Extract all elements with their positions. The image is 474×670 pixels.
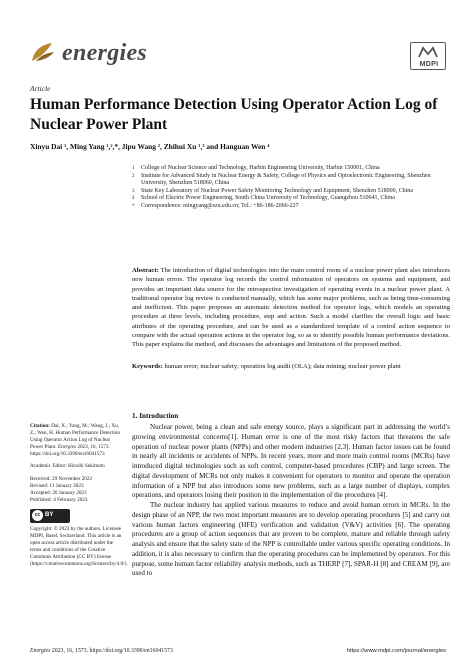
published-date: Published: 4 February 2023 <box>30 496 88 503</box>
revised-date: Revised: 11 January 2023 <box>30 482 84 489</box>
accepted-date: Accepted: 20 January 2023 <box>30 489 87 496</box>
publisher-name: MDPI <box>419 61 439 68</box>
publisher-logo[interactable] <box>410 42 446 70</box>
section-heading-introduction: 1. Introduction <box>132 412 179 420</box>
affiliation-item: 4 School of Electric Power Engineering, South China University of Technology, Guangzhou 510641, China <box>132 195 395 202</box>
academic-editor: Academic Editor: Hiroshi Sekimoto <box>30 463 105 470</box>
footer-journal-link[interactable]: https://www.mdpi.com/journal/energies <box>346 648 446 654</box>
author-list: Xinyu Dai ¹, Ming Yang ¹,²,*, Jipu Wang ², Zhihui Xu ¹,³ and Hanguan Wen ⁴ <box>30 142 270 151</box>
footer-citation: Energies 2023, 16, 1573. https://doi.org/10.3390/en16041573 <box>30 648 173 654</box>
publication-dates <box>30 476 122 504</box>
article-title: Human Performance Detection Using Operator Action Log of Nuclear Power Plant <box>30 96 438 133</box>
journal-masthead <box>30 38 446 72</box>
affiliation-list <box>132 165 452 211</box>
keywords-text: human error; nuclear safety; operation log audit (OLA); data mining; nuclear power plant <box>164 363 401 370</box>
body-paragraph: Nuclear power, being a clean and safe energy source, plays a significant part in addressing the world’s growing environmental concerns[1]. Human error is one of the most risky factors that threatens the safe operation of nuclear power plants (NPPs) and other modern industries [2,3]. Human factor issues can be found in nearly all incidents or accidents of NPPs. In recent years, more and more main control rooms (MCRs) have introduced digital technologies such as soft control, computer-based procedures (CBP) and large screen. The digital development of MCRs not only makes it convenient for operators to monitor and operate the operation information of a NPP but also introduces some new problems, such as a large number of displays, complex operations, and operators losing their position in the implementation of the procedures [4]. <box>132 423 450 500</box>
affiliation-item: 1 College of Nuclear Science and Technology, Harbin Engineering University, Harbin 150001, China <box>132 165 380 171</box>
license-text: Copyright: © 2023 by the authors. Licensee MDPI, Basel, Switzerland. This article is an open access article distributed under the terms and conditions of the Creative Commons Attribution (CC BY) license (https://creativecommons.org/licenses/by/4.0/). <box>30 525 128 568</box>
correspondence: * Correspondence: mingyang@szu.edu.cn; Tel.: +86-186-2066-227 <box>132 202 299 209</box>
cc-by-icon[interactable] <box>30 509 70 523</box>
affiliation-item: 2 Institute for Advanced Study in Nuclear Energy & Safety, College of Physics and Optoelectronic Engineering, Shenzhen University, Shenzhen 518060, China <box>132 172 431 187</box>
journal-name[interactable]: energies <box>62 40 148 66</box>
keywords <box>132 362 450 371</box>
citation-block: Citation: Dai, X.; Yang, M.; Wang, J.; Xu, Z.; Wen, H. Human Performance Detection Using Operator Action Log of Nuclear Power Plant. Energies 2023, 16, 1573. https://doi.org/10.3390/en16041573 <box>30 423 120 458</box>
cc-label: BY <box>45 512 54 519</box>
received-date: Received: 29 November 2022 <box>30 475 93 482</box>
flame-leaf-icon <box>30 41 56 63</box>
abstract <box>132 266 450 350</box>
citation-doi-link[interactable]: 2023, 16, 1573. https://doi.org/10.3390/en16041573 <box>30 444 110 458</box>
abstract-text: The introduction of digital technologies into the main control room of a nuclear power plant also introduces new human errors. The operator log records the control information of operators on systems and equipment, and provides an important data source for the retrospective investigation of operating events in a nuclear power plant. A traditional operator log review is conducted manually, which has some major problems, such as being time-consuming and inefficient. This paper proposes an automatic detection method for operator logs, which models an operating procedure at three levels, including procedure, step and action. Such a model clarifies the overall logic and basic attributes of the operating procedure, and can be used as a standardized template of a control action sequence to compare with the actual operation actions in the operator log, so as to identify possible human performance deviations. This paper explains the method, and discusses the advantages and limitations of the proposed method. <box>132 267 450 349</box>
affiliation-item: 3 State Key Laboratory of Nuclear Power Safety Monitoring Technology and Equipment, Shenzhen 518000, China <box>132 187 413 194</box>
keywords-label: Keywords: <box>132 363 163 370</box>
mdpi-mark-icon <box>417 45 439 59</box>
introduction-body <box>132 423 450 579</box>
article-sidebar <box>30 423 128 574</box>
abstract-label: Abstract: <box>132 267 159 274</box>
body-paragraph: The nuclear industry has applied various measures to reduce and avoid human errors in MCRs. In the design phase of an NPP, the two most important measures are to develop operating procedures [5] and carry out various human factors engineering (HFE) verification and validation (V&V) activities [6]. The operating procedures are a group of action sequences that are proven to be complete, mature and reliable through safety analysis and ensure that the safety state of the NPP is controllable under various specific operating conditions. In addition, it is also necessary to confirm that the operating procedures can be implemented by operators. For this purpose, some human factor reliability analysis methods, such as THERP [7], SPAR-H [8] and CREAM [9], are used to <box>132 501 450 578</box>
article-type: Article <box>30 84 51 93</box>
cc-ring-icon: cc <box>32 510 43 521</box>
